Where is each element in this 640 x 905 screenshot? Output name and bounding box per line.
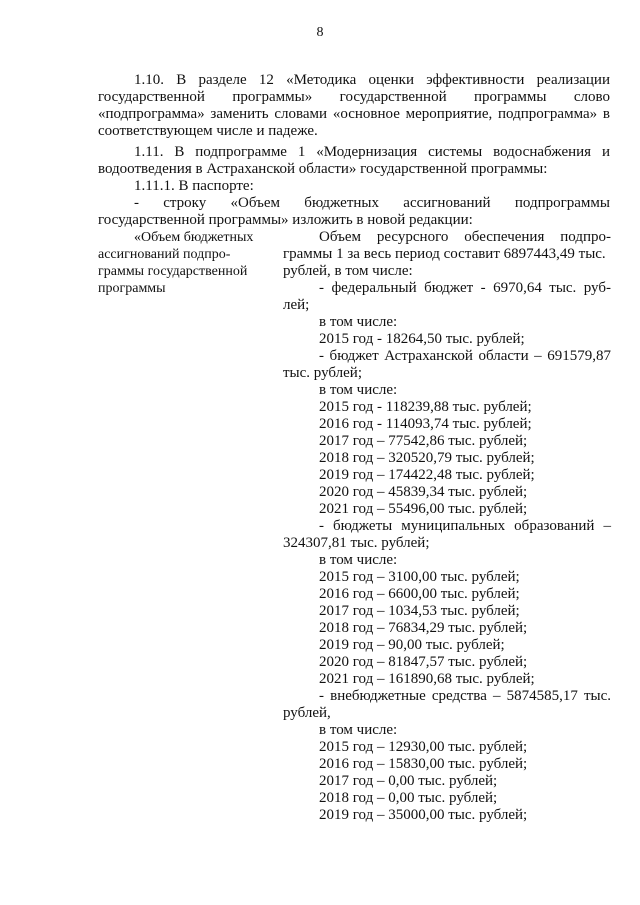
extrabudget-year: 2015 год – 12930,00 тыс. рублей; bbox=[319, 739, 528, 755]
extrabudget-line: - внебюджетные средства – 5874585,17 тыс. bbox=[319, 688, 611, 704]
intro-line: Объем ресурсного обеспечения подпро- bbox=[319, 229, 611, 245]
row-label bbox=[98, 229, 278, 297]
regional-year: 2020 год – 45839,34 тыс. рублей; bbox=[319, 484, 528, 500]
row-value bbox=[283, 229, 611, 824]
regional-year: 2016 год - 114093,74 тыс. рублей; bbox=[319, 416, 532, 432]
extrabudget-year: 2016 год – 15830,00 тыс. рублей; bbox=[319, 756, 528, 772]
federal-year: 2015 год - 18264,50 тыс. рублей; bbox=[319, 331, 525, 347]
page-number: 8 bbox=[316, 25, 324, 40]
extrabudget-line: рублей, bbox=[283, 705, 331, 721]
municipal-year: 2016 год – 6600,00 тыс. рублей; bbox=[319, 586, 520, 602]
municipal-budget-line: - бюджеты муниципальных образований – bbox=[319, 518, 611, 534]
municipal-year: 2018 год – 76834,29 тыс. рублей; bbox=[319, 620, 528, 636]
extrabudget-year: 2018 год – 0,00 тыс. рублей; bbox=[319, 790, 498, 806]
regional-year: 2019 год – 174422,48 тыс. рублей; bbox=[319, 467, 535, 483]
federal-incl: в том числе: bbox=[319, 314, 398, 330]
intro-line: рублей, в том числе: bbox=[283, 263, 413, 279]
municipal-year: 2021 год – 161890,68 тыс. рублей; bbox=[319, 671, 535, 687]
federal-budget-line: лей; bbox=[283, 297, 310, 313]
row-label-line: программы bbox=[98, 281, 166, 296]
regional-year: 2017 год – 77542,86 тыс. рублей; bbox=[319, 433, 528, 449]
extrabudget-incl: в том числе: bbox=[319, 722, 398, 738]
regional-budget-line: - бюджет Астраханской области – 691579,87 bbox=[319, 348, 611, 364]
regional-year: 2015 год - 118239,88 тыс. рублей; bbox=[319, 399, 532, 415]
federal-budget-line: - федеральный бюджет - 6970,64 тыс. руб- bbox=[319, 280, 611, 296]
paragraph-1-10: 1.10. В разделе 12 «Методика оценки эффективности реализации государственной программы» государственной программы слово «подпрограмма» заменить словами «основное мероприятие, подпрограмма» в соответствующем числе и падеже. bbox=[98, 72, 610, 139]
paragraph-1-11-1: 1.11.1. В паспорте: bbox=[134, 178, 254, 194]
municipal-year: 2017 год – 1034,53 тыс. рублей; bbox=[319, 603, 520, 619]
municipal-budget-line: 324307,81 тыс. рублей; bbox=[283, 535, 430, 551]
regional-budget-line: тыс. рублей; bbox=[283, 365, 362, 381]
municipal-incl: в том числе: bbox=[319, 552, 398, 568]
intro-line: граммы 1 за весь период составит 6897443,49 тыс. bbox=[283, 246, 606, 262]
row-label-line: граммы государственной bbox=[98, 264, 248, 279]
row-label-line: «Объем бюджетных bbox=[134, 230, 254, 245]
regional-year: 2018 год – 320520,79 тыс. рублей; bbox=[319, 450, 535, 466]
municipal-year: 2015 год – 3100,00 тыс. рублей; bbox=[319, 569, 520, 585]
municipal-year: 2019 год – 90,00 тыс. рублей; bbox=[319, 637, 505, 653]
extrabudget-year: 2017 год – 0,00 тыс. рублей; bbox=[319, 773, 498, 789]
extrabudget-year: 2019 год – 35000,00 тыс. рублей; bbox=[319, 807, 528, 823]
paragraph-passport-row: - строку «Объем бюджетных ассигнований подпрограммы государственной программы» изложить в новой редакции: bbox=[98, 195, 610, 228]
regional-incl: в том числе: bbox=[319, 382, 398, 398]
row-label-line: ассигнований подпро- bbox=[98, 247, 231, 262]
municipal-year: 2020 год – 81847,57 тыс. рублей; bbox=[319, 654, 528, 670]
regional-year: 2021 год – 55496,00 тыс. рублей; bbox=[319, 501, 528, 517]
paragraph-1-11: 1.11. В подпрограмме 1 «Модернизация системы водоснабжения и водоотведения в Астраханской области» государственной программы: bbox=[98, 144, 610, 177]
